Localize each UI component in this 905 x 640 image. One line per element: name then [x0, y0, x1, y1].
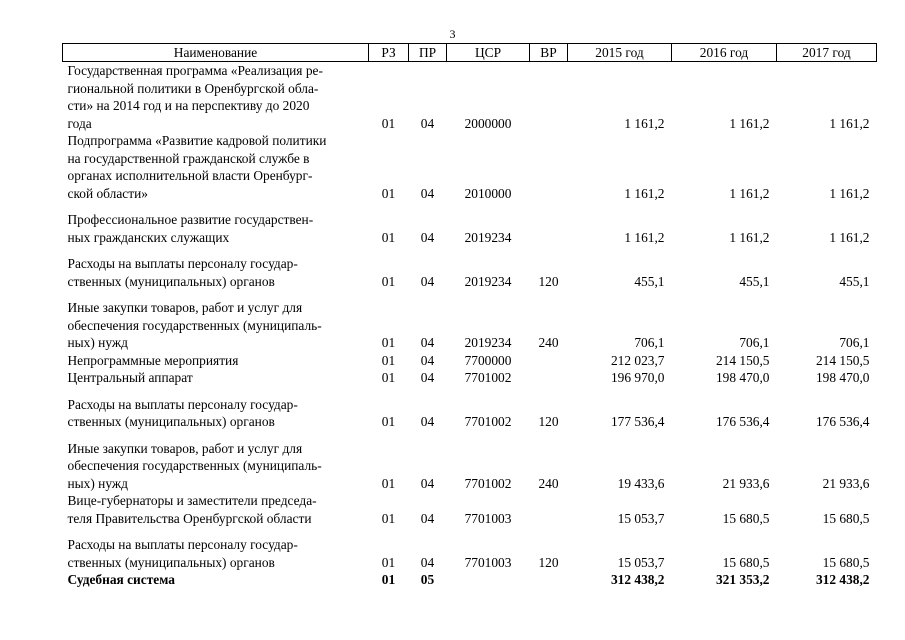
- cell-name: Профессиональное развитие государствен- ных гражданских служащих: [67, 212, 314, 245]
- cell-vr: 120: [538, 554, 559, 570]
- table-row: [63, 440, 877, 493]
- header-vr: ВР: [530, 44, 568, 62]
- cell-vr: [530, 492, 568, 527]
- row-spacer: [63, 387, 877, 396]
- cell-csr: 2019234: [464, 335, 512, 350]
- cell-pr: 05: [420, 572, 435, 587]
- table-row: [63, 211, 877, 246]
- spacer-cell: [63, 387, 877, 396]
- cell-vr: 240: [538, 335, 559, 350]
- cell-2015: 706,1: [634, 335, 665, 350]
- cell-pr: 04: [420, 554, 435, 570]
- cell-csr: [447, 571, 530, 589]
- table-row: [63, 571, 877, 589]
- cell-2015: 212 023,7: [610, 352, 665, 368]
- cell-rz: 01: [381, 352, 396, 368]
- cell-name: Непрограммные мероприятия: [67, 352, 239, 368]
- cell-rz: 01: [381, 273, 396, 289]
- cell-rz: 01: [381, 510, 396, 526]
- cell-2015: 1 161,2: [624, 185, 665, 201]
- header-pr: ПР: [409, 44, 447, 62]
- cell-2016: 21 933,6: [722, 475, 770, 491]
- row-spacer: [63, 246, 877, 255]
- cell-rz: 01: [381, 335, 396, 350]
- cell-pr: 04: [420, 475, 435, 491]
- header-2016: 2016 год: [672, 44, 777, 62]
- cell-csr: 7700000: [464, 352, 512, 368]
- cell-2017: 15 680,5: [822, 510, 870, 526]
- table-row: [63, 536, 877, 571]
- cell-csr: 2010000: [464, 185, 512, 201]
- cell-csr: 7701002: [464, 414, 512, 429]
- cell-csr: 2000000: [464, 115, 512, 131]
- header-rz: РЗ: [369, 44, 409, 62]
- cell-name: Государственная программа «Реализация ре- гиональной политики в Оренбургской обла- сти» на 2014 год и на перспективу до 2020 года: [67, 63, 323, 131]
- cell-vr: 120: [538, 414, 559, 429]
- cell-vr: [530, 352, 568, 370]
- cell-2016: 1 161,2: [729, 115, 770, 131]
- row-spacer: [63, 290, 877, 299]
- cell-2015: 1 161,2: [624, 229, 665, 245]
- cell-pr: 04: [420, 352, 435, 368]
- cell-2015: 15 053,7: [617, 510, 665, 526]
- row-spacer: [63, 527, 877, 536]
- cell-2016: 706,1: [739, 335, 770, 350]
- cell-pr: 04: [420, 229, 435, 245]
- cell-2017: 198 470,0: [815, 370, 870, 385]
- cell-name: Иные закупки товаров, работ и услуг для обеспечения государственных (муниципаль- ных) нужд: [67, 440, 322, 491]
- cell-pr: 04: [420, 510, 435, 526]
- cell-2016: 1 161,2: [729, 185, 770, 201]
- cell-csr: 7701002: [464, 370, 512, 385]
- table-row: [63, 492, 877, 527]
- cell-vr: 120: [538, 273, 559, 289]
- table-row: [63, 62, 877, 133]
- cell-rz: 01: [381, 475, 396, 491]
- cell-2016: 15 680,5: [722, 554, 770, 570]
- cell-2017: 706,1: [839, 335, 870, 350]
- cell-vr: [530, 369, 568, 387]
- cell-rz: 01: [381, 370, 396, 385]
- cell-rz: 01: [381, 554, 396, 570]
- cell-name: Судебная система: [67, 572, 175, 587]
- cell-rz: 01: [381, 229, 396, 245]
- cell-pr: 04: [420, 273, 435, 289]
- cell-rz: 01: [381, 185, 396, 201]
- cell-2016: 15 680,5: [722, 510, 770, 526]
- header-csr: ЦСР: [447, 44, 530, 62]
- cell-2015: 196 970,0: [610, 370, 665, 385]
- page-number: 3: [449, 27, 456, 41]
- table-row: [63, 255, 877, 290]
- cell-name: Иные закупки товаров, работ и услуг для обеспечения государственных (муниципаль- ных) нужд: [67, 300, 322, 350]
- cell-pr: 04: [420, 414, 435, 429]
- cell-name: Вице-губернаторы и заместители председа- теля Правительства Оренбургской области: [67, 493, 317, 526]
- cell-2016: 214 150,5: [715, 352, 770, 368]
- cell-csr: 7701003: [464, 554, 512, 570]
- cell-name: Подпрограмма «Развитие кадровой политики на государственной гражданской службе в органах исполнительной власти Оренбург- ской области»: [67, 133, 327, 201]
- cell-2017: 1 161,2: [829, 229, 870, 245]
- cell-name: Расходы на выплаты персоналу государ- ственных (муниципальных) органов: [67, 396, 298, 429]
- cell-2016: 321 353,2: [715, 572, 770, 587]
- cell-csr: 7701003: [464, 510, 512, 526]
- spacer-cell: [63, 246, 877, 255]
- cell-2015: 15 053,7: [617, 554, 665, 570]
- table-row: [63, 132, 877, 202]
- cell-2017: 176 536,4: [815, 414, 870, 429]
- cell-2015: 19 433,6: [617, 475, 665, 491]
- table-row: [63, 369, 877, 387]
- row-spacer: [63, 431, 877, 440]
- cell-2016: 1 161,2: [729, 229, 770, 245]
- cell-name: Расходы на выплаты персоналу государ- ственных (муниципальных) органов: [67, 256, 298, 289]
- cell-2017: 214 150,5: [815, 352, 870, 368]
- cell-vr: [530, 211, 568, 246]
- cell-2016: 176 536,4: [715, 414, 770, 429]
- cell-vr: 240: [538, 475, 559, 491]
- cell-vr: [530, 571, 568, 589]
- header-row: [63, 44, 877, 62]
- cell-vr: [530, 62, 568, 133]
- budget-table: [62, 43, 877, 589]
- cell-2015: 455,1: [634, 273, 665, 289]
- cell-rz: 01: [381, 414, 396, 429]
- table-row: [63, 352, 877, 370]
- cell-2015: 312 438,2: [610, 572, 665, 587]
- cell-csr: 7701002: [464, 475, 512, 491]
- cell-2017: 1 161,2: [829, 115, 870, 131]
- cell-2016: 198 470,0: [715, 370, 770, 385]
- table-row: [63, 396, 877, 431]
- cell-name: Центральный аппарат: [67, 370, 193, 385]
- row-spacer: [63, 202, 877, 211]
- cell-2017: 1 161,2: [829, 185, 870, 201]
- header-2015: 2015 год: [568, 44, 672, 62]
- cell-2015: 177 536,4: [610, 414, 665, 429]
- cell-2016: 455,1: [739, 273, 770, 289]
- cell-2017: 21 933,6: [822, 475, 870, 491]
- header-2017: 2017 год: [777, 44, 877, 62]
- cell-csr: 2019234: [464, 229, 512, 245]
- spacer-cell: [63, 431, 877, 440]
- cell-csr: 2019234: [464, 273, 512, 289]
- cell-2017: 312 438,2: [815, 572, 870, 587]
- cell-rz: 01: [381, 572, 396, 587]
- cell-2017: 15 680,5: [822, 554, 870, 570]
- cell-pr: 04: [420, 335, 435, 350]
- cell-pr: 04: [420, 185, 435, 201]
- cell-vr: [530, 132, 568, 202]
- spacer-cell: [63, 202, 877, 211]
- header-name: Наименование: [63, 44, 369, 62]
- table-row: [63, 299, 877, 352]
- cell-rz: 01: [381, 115, 396, 131]
- cell-2017: 455,1: [839, 273, 870, 289]
- cell-2015: 1 161,2: [624, 115, 665, 131]
- spacer-cell: [63, 290, 877, 299]
- cell-pr: 04: [420, 115, 435, 131]
- cell-pr: 04: [420, 370, 435, 385]
- cell-name: Расходы на выплаты персоналу государ- ственных (муниципальных) органов: [67, 537, 298, 570]
- table-body: [63, 62, 877, 589]
- spacer-cell: [63, 527, 877, 536]
